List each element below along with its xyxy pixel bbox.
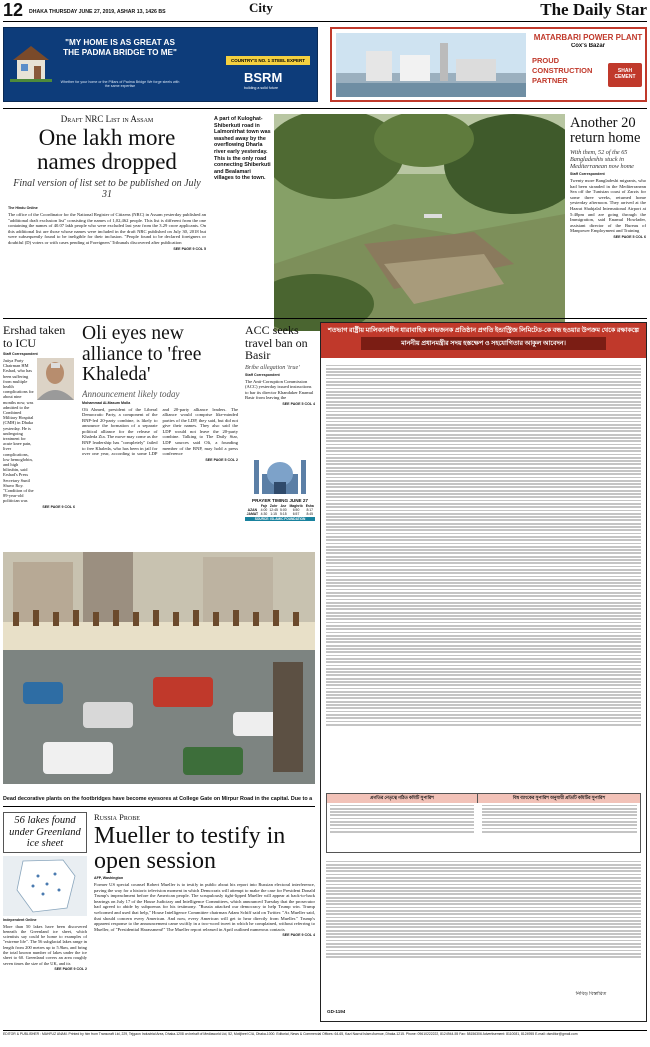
nrc-continued[interactable]: SEE PAGE 9 COL 5 <box>173 246 206 251</box>
nrc-source: The Hindu Online <box>8 206 38 210</box>
prayer-header-cell: Maghrib <box>289 504 303 508</box>
greenland-map <box>3 856 87 916</box>
mueller-kicker: Russia Probe <box>94 812 140 822</box>
masthead: The Daily Star <box>540 0 647 19</box>
prayer-timing-box <box>245 450 315 545</box>
tender-title-band <box>321 323 646 358</box>
return-story[interactable] <box>570 116 646 316</box>
mueller-headline: Mueller to testify in open session <box>94 823 286 874</box>
prayer-cell: 5:00 <box>280 508 287 512</box>
return-deck: With them, 52 of the 65 Bangladeshis stuck in Mediterranean now home <box>570 149 634 170</box>
greenland-headline: 56 lakes found under Greenland ice sheet <box>3 812 87 853</box>
ershad-story[interactable] <box>3 324 75 549</box>
bsrm-headline: "MY HOME IS AS GREAT AS THE PADMA BRIDGE TO ME" <box>63 38 177 57</box>
tender-table-header-right: বিশ্ব ব্যাংকের সুপারিশ অনুযায়ী প্রতিটি কমিটির সুপারিশ <box>477 794 640 803</box>
prayer-cell: 4:30 <box>260 512 268 516</box>
prayer-title: PRAYER TIMING JUNE 27 <box>252 498 308 503</box>
mueller-body: Former US special counsel Robert Mueller is to testify in public about his report into Russian electoral interference, paving the way for a historic television moment in which Democrats will attempt to make the case for President Donald Trump's impeachment before the American people. The scrupulously tight-lipped Mueller will appear at back-to-back hearings on July 17 of the House Judiciary and Intelligence Committees, which announced Tuesday that the prosecutor had agreed to abide by subpoenas for his testimony. "Russia attacked our democracy to help Trump win. Trump welcomed and used that help," House Intelligence Committee chairman Adam Schiff said on Twitter. "As Mueller said, that should concern every American. And now, every American will get to hear directly from Mueller." Trump's apparent response to the announcement came swiftly in a two-word tweet in which he complained, without referring to Mueller, of "Presidential Harassment!" The Mueller report released in April outlined numerous contacts <box>94 882 315 932</box>
prayer-header-cell: Zohr <box>269 504 278 508</box>
mueller-continued[interactable]: SEE PAGE 9 COL 4 <box>282 933 315 938</box>
acc-story[interactable] <box>245 324 315 444</box>
prayer-source: SOURCE: ISLAMIC FOUNDATION <box>245 517 315 521</box>
oli-continued[interactable]: SEE PAGE 5 COL 2 <box>205 457 238 462</box>
bsrm-logo: BSRM <box>244 70 283 85</box>
prayer-row <box>245 512 315 516</box>
page-number: 12 <box>3 0 24 20</box>
tender-body-upper <box>326 363 641 763</box>
tender-comparison-table <box>326 793 641 853</box>
tender-subtitle: মাননীয় প্রধানমন্ত্রীর সদয় হস্তক্ষেপ ও সহযোগিতার আকুল আবেদন। <box>361 337 606 350</box>
greenland-continued[interactable]: SEE PAGE 9 COL 2 <box>54 966 87 971</box>
shah-ad-line2: CONSTRUCTION <box>532 66 593 75</box>
prayer-cell: 1:15 <box>270 512 277 516</box>
shah-ad-line3: PARTNER <box>532 76 568 85</box>
return-byline: Staff Correspondent <box>570 172 605 176</box>
ershad-continued[interactable]: SEE PAGE 9 COL 6 <box>42 504 75 509</box>
acc-continued[interactable]: SEE PAGE 5 COL 4 <box>282 401 315 406</box>
bsrm-tagline: Whether for your home or the Pillars of Padma Bridge We forge steels with the same expertise <box>60 80 180 89</box>
ershad-byline: Staff Correspondent <box>3 352 38 356</box>
mueller-story[interactable] <box>94 812 315 1024</box>
house-illustration <box>10 42 52 82</box>
acc-headline: ACC seeks travel ban on Basir <box>245 324 308 362</box>
flood-photo-caption: A part of Kuloghat-Shiberkuti road in Lalmonirhat town was washed away by the overflowing Dharla river early yesterday. This is the only road connecting Shiberkuti and Bealamari villages to the town. <box>214 116 271 182</box>
prayer-header-cell: Fajr <box>260 504 268 508</box>
tender-body-lower <box>326 859 641 979</box>
ershad-body: Jatiya Party Chairman HM Ershad, who has been suffering from multiple health complications for about nine months now, was admitted to the Combined Military Hospital (CMH) in Dhaka yesterday. He is undergoing treatment for acute knee pain, liver complications, low hemoglobin, and high bilirubin, said Ershad's Press Secretary Sunil Shuvo Roy. "Condition of the 89-year-old politician was <box>3 358 34 504</box>
prayer-cell: 8:45 <box>306 512 314 516</box>
prayer-cell: 12:45 <box>269 508 278 512</box>
nrc-story[interactable] <box>8 114 206 314</box>
flood-photo <box>274 114 565 331</box>
shah-ad-title: MATARBARI POWER PLANT <box>533 33 643 42</box>
tender-advertisement[interactable] <box>320 322 647 1022</box>
nrc-headline: One lakh more names dropped <box>37 125 177 174</box>
oli-body: Oli Ahmed, president of the Liberal Democratic Party, a component of the BNP-led 20-party combine, is likely to announce the formation of a separate political alliance for the release of Khaleda Zia. The move may come as the BNP leadership has "completely" failed to free Khaleda, who has been in jail for over one year, according to some LDP and 20-party alliance leaders. The alliance would comprise like-minded parties of the LDP, they said, but did not give their names. They also said the LDP would not leave the 20-party combine. Talking to The Daily Star, LDP sources said Oli, a founding member of the BNP, may hold a press conference <box>82 406 238 457</box>
prayer-cell: 5:15 <box>280 512 287 516</box>
acc-body: The Anti-Corruption Commission (ACC) yesterday issued instructions to bar its director Khandaker Enamul Basir from leaving the <box>245 378 314 401</box>
mueller-source: AFP, Washington <box>94 876 124 880</box>
shah-ad-location: Cox's Bazar <box>570 43 606 49</box>
return-headline: Another 20 return home <box>570 116 641 146</box>
page-header <box>3 0 647 22</box>
greenland-source: Independent Online <box>3 917 37 922</box>
shah-cement-advertisement[interactable] <box>330 27 647 102</box>
acc-deck: Bribe allegation 'true' <box>245 363 300 371</box>
college-gate-caption: Dead decorative plants on the footbridges have become eyesores at College Gate on Mirpur Road in the capital. Due to a <box>3 796 313 802</box>
tender-signature: নিবিড় বিস্তারিত <box>575 992 607 997</box>
prayer-cell: 8:17 <box>306 508 314 512</box>
college-gate-photo <box>3 552 315 784</box>
nrc-body: The office of the Coordinator for the National Register of Citizens (NRC) in Assam yesterday published an "additional draft exclusion list" consisting the names of 1,02,462 people. This list is different from the one containing the names of 40.07 lakh people who were excluded last year from the 3.29 crore applicants. On this additional list are those whose names were included in the draft NRC published on July 30, 2018 but were subsequently found to be ineligible for their inclusion. "People found to be declared foreigners or doubtful (D) voters or with cases pending at Foreigners' Tribunals discovered after publication <box>8 212 206 245</box>
prayer-table <box>245 504 315 516</box>
prayer-header-cell: Asr <box>280 504 287 508</box>
tender-code: GD-1194 <box>327 1009 346 1014</box>
dateline: DHAKA THURSDAY JUNE 27, 2019, ASHAR 13, 1426 BS <box>29 9 166 15</box>
shah-cement-logo: SHAH CEMENT <box>608 63 642 87</box>
greenland-body: More than 50 lakes have been discovered beneath the Greenland ice sheet, which scientists say could be home to examples of "extreme life". The 56 subglacial lakes range in length from 200 metres up to 5.9km, and bring the total known number of lakes under the ice sheet to 60. Greenland covers an area roughly seven times the size of the UK, and its <box>3 923 87 966</box>
tender-title: শতভাগ রাষ্ট্রীয় মালিকানাধীন ধারাবাহিক লাভজনক প্রতিষ্ঠান প্রগতি ইন্ডাস্ট্রিজ লিমিটেড-কে বন্ধ হওয়ার উপক্রম থেকে রক্ষাকল্পে <box>328 327 639 334</box>
ershad-portrait <box>37 358 74 400</box>
prayer-cell: JAMAT <box>246 512 259 516</box>
return-continued[interactable]: SEE PAGE 5 COL 6 <box>613 234 646 239</box>
bsrm-brand-sub: building a solid future <box>244 86 278 90</box>
prayer-header-cell: Esha <box>305 504 314 508</box>
section-name: City <box>249 0 273 15</box>
prayer-cell: 4:00 <box>260 508 268 512</box>
ershad-headline: Ershad taken to ICU <box>3 324 66 350</box>
shah-ad-line1: PROUD <box>532 56 560 65</box>
oli-story[interactable] <box>82 324 238 549</box>
mosque-icon <box>245 450 315 498</box>
oli-headline: Oli eyes new alliance to 'free Khaleda' <box>82 324 202 385</box>
bsrm-advertisement[interactable] <box>3 27 318 102</box>
prayer-cell: AZAN <box>247 508 258 512</box>
nrc-kicker: Draft NRC List in Assam <box>60 114 154 124</box>
power-plant-illustration <box>336 33 526 97</box>
prayer-cell: 6:50 <box>292 508 300 512</box>
nrc-deck: Final version of list set to be published on July 31 <box>13 178 201 200</box>
footer-imprint: EDITOR & PUBLISHER : MAHFUZ ANAM. Printed by him from Transcraft Ltd, 229, Tejgaon Industrial Area, Dhaka-1208 on behalf of Mediaworld Ltd, 52, Motijheel C/A, Dhaka-1000. Editorial, News & Commercial Offices: 64-65, Kazi Nazrul Islam Avenue, Dhaka-1215. Phone: 09610222222, 8124944-55 Fax: 58156306 Advertisement: 8110081, 8124955 E-mail: dseditor@gmail.com <box>3 1030 647 1044</box>
bsrm-badge: COUNTRY'S NO. 1 STEEL EXPERT <box>226 56 310 65</box>
greenland-story[interactable] <box>3 812 87 1024</box>
oli-byline: Mohammad Al-Masum Molla <box>82 400 131 405</box>
tender-table-header-left: প্রগতির নেতৃত্বে গঠিত কমিটি সুপারিশ <box>327 794 477 803</box>
return-body: Twenty more Bangladeshi migrants, who had been stranded in the Mediterranean Sea off the Tunisian coast of Zarzis for some three weeks, returned home yesterday afternoon. They arrived at the Hazrat Shahjalal International Airport at 5:40pm and are going through the Immigration, said Enamul Howlader, assistant director of the Bureau of Manpower Employment and Training <box>570 178 646 234</box>
prayer-cell: 6:57 <box>292 512 300 516</box>
oli-deck: Announcement likely today <box>82 388 180 399</box>
acc-byline: Staff Correspondent <box>245 372 280 377</box>
